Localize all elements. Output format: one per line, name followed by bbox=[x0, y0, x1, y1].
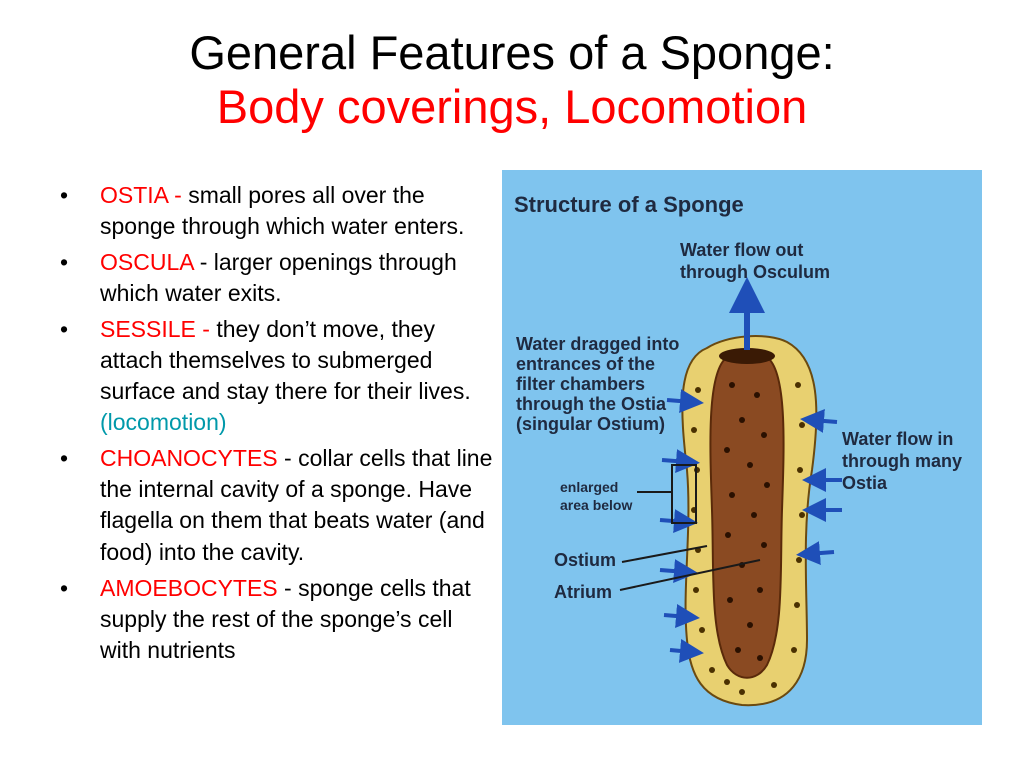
label-dragged-line2: entrances of the bbox=[516, 354, 656, 374]
locomotion-note: (locomotion) bbox=[100, 409, 227, 436]
term-ostia: OSTIA bbox=[100, 182, 168, 208]
bullet-dot: • bbox=[60, 445, 69, 472]
term-sessile: SESSILE - bbox=[100, 316, 210, 343]
term-choanocytes: CHOANOCYTES bbox=[100, 445, 278, 472]
sponge-diagram bbox=[502, 170, 982, 725]
bullet-dot: • bbox=[60, 574, 69, 601]
title-subtitle: Body coverings, Locomotion bbox=[216, 80, 808, 134]
label-water-in-line1: Water flow in bbox=[842, 429, 954, 449]
bullet-choanocytes bbox=[56, 443, 498, 567]
term-ostia-dash: - bbox=[167, 182, 182, 208]
title-main: General Features of a Sponge: bbox=[189, 26, 835, 79]
label-dragged-line5: (singular Ostium) bbox=[516, 414, 666, 434]
label-enlarged-line2: area below bbox=[560, 497, 633, 513]
bullet-sessile bbox=[56, 314, 498, 438]
label-water-out-line1: Water flow out bbox=[680, 240, 804, 260]
diagram-heading: Structure of a Sponge bbox=[514, 192, 744, 217]
term-oscula-dash: - bbox=[193, 249, 208, 276]
label-dragged-line3: filter chambers bbox=[516, 374, 646, 394]
bullet-ostia-text: small pores all over the sponge through which water enters. bbox=[100, 182, 465, 240]
label-dragged-line4: through the Ostia bbox=[516, 394, 666, 414]
label-atrium: Atrium bbox=[554, 582, 612, 602]
bullet-list bbox=[56, 180, 498, 671]
bullet-sessile-text: they don’t move, they attach themselves to submerged surface and stay there for their lives. bbox=[100, 316, 471, 405]
sponge-diagram-svg bbox=[502, 170, 982, 725]
bullet-oscula bbox=[56, 247, 498, 309]
atrium bbox=[710, 353, 783, 678]
label-dragged-line1: Water dragged into bbox=[516, 334, 680, 354]
bullet-choanocytes-text: - collar cells that line the internal cavity of a sponge. Have flagella on them that beats water (and food) into the cavity. bbox=[100, 445, 493, 565]
term-amoebocytes: AMOEBOCYTES bbox=[100, 574, 278, 601]
label-water-out-line2: through Osculum bbox=[680, 262, 830, 282]
bullet-dot: • bbox=[60, 249, 69, 276]
bullet-dot: • bbox=[60, 316, 69, 343]
label-water-in-line2: through many bbox=[842, 451, 962, 471]
label-water-in-line3: Ostia bbox=[842, 473, 888, 493]
term-oscula: OSCULA bbox=[100, 249, 194, 276]
osculum bbox=[719, 348, 775, 364]
slide-title bbox=[0, 26, 1024, 134]
bullet-amoebocytes-text: - sponge cells that supply the rest of the sponge’s cell with nutrients bbox=[100, 574, 471, 663]
label-ostium: Ostium bbox=[554, 550, 617, 570]
bullet-ostia bbox=[56, 180, 498, 242]
bullet-dot: • bbox=[60, 182, 69, 208]
bullet-amoebocytes bbox=[56, 573, 498, 666]
label-enlarged-line1: enlarged bbox=[560, 479, 619, 495]
bullet-oscula-text: larger openings through which water exits. bbox=[100, 249, 457, 307]
